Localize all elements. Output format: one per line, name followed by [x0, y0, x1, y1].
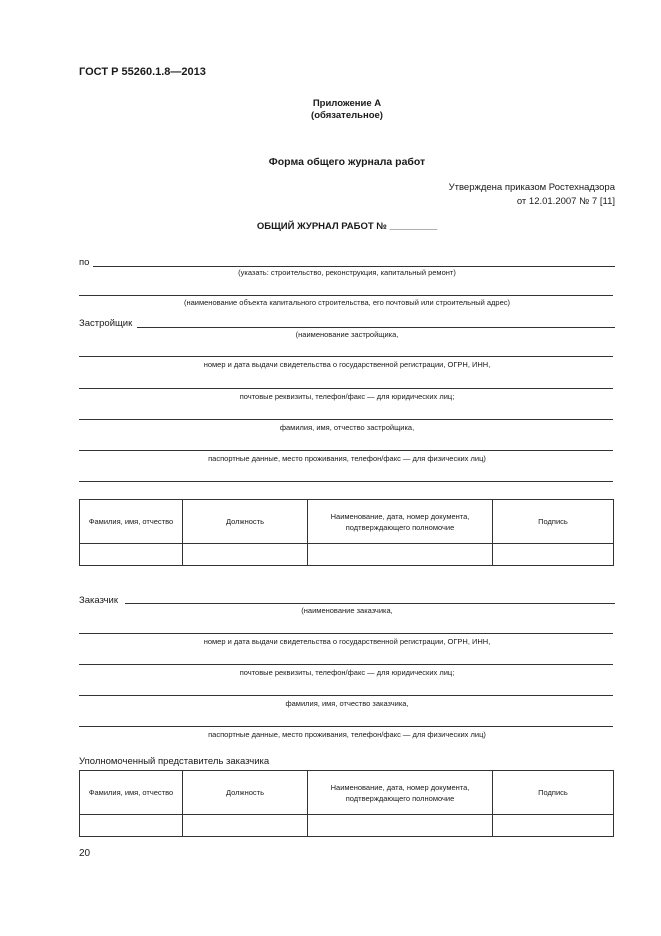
approval-note [449, 181, 615, 209]
construction-hint: (указать: строительство, реконструкция, капитальный ремонт) [238, 268, 456, 277]
developer-line-2[interactable] [79, 356, 613, 357]
construction-line[interactable] [93, 266, 615, 267]
cell-full-name[interactable] [80, 544, 183, 566]
col-signature: Подпись [493, 500, 614, 544]
customer-label: Заказчик [79, 595, 119, 606]
customer-hint-5: паспортные данные, место проживания, телефон/факс — для физических лиц) [208, 730, 486, 739]
customer-line-5[interactable] [79, 726, 613, 727]
object-line[interactable] [79, 295, 613, 296]
customer-line-4[interactable] [79, 695, 613, 696]
cell-authority-document[interactable] [308, 544, 493, 566]
developer-hint-1: (наименование застройщика, [295, 330, 399, 339]
developer-hint-2: номер и дата выдачи свидетельства о государственной регистрации, ОГРН, ИНН, [203, 360, 491, 369]
cell-position[interactable] [183, 815, 308, 837]
col-full-name: Фамилия, имя, отчество [80, 500, 183, 544]
developer-line[interactable] [137, 327, 615, 328]
customer-hint-4: фамилия, имя, отчество заказчика, [285, 699, 409, 708]
table-row [80, 544, 614, 566]
approval-line-1: Утверждена приказом Ростехнадзора [448, 182, 615, 193]
cell-authority-document[interactable] [308, 815, 493, 837]
document-code: ГОСТ Р 55260.1.8—2013 [79, 66, 206, 78]
customer-hint-3: почтовые реквизиты, телефон/факс — для юридических лиц; [239, 668, 455, 677]
appendix-title: Приложение А [312, 98, 382, 109]
developer-hint-5: паспортные данные, место проживания, телефон/факс — для физических лиц) [208, 454, 486, 463]
developer-line-4[interactable] [79, 419, 613, 420]
developer-label: Застройщик [79, 318, 133, 329]
developer-hint-3: почтовые реквизиты, телефон/факс — для юридических лиц; [239, 392, 455, 401]
col-full-name: Фамилия, имя, отчество [80, 771, 183, 815]
appendix-heading [79, 98, 615, 122]
table-row [80, 815, 614, 837]
representative-signature-table [79, 770, 614, 837]
object-hint: (наименование объекта капитального строительства, его почтовый или строительный адрес) [183, 298, 511, 307]
col-authority-document: Наименование, дата, номер документа, подтверждающего полномочие [308, 771, 493, 815]
table-header-row [80, 500, 614, 544]
customer-line-2[interactable] [79, 633, 613, 634]
developer-signature-table [79, 499, 614, 566]
col-position: Должность [183, 500, 308, 544]
customer-line-3[interactable] [79, 664, 613, 665]
page-number: 20 [79, 848, 91, 859]
journal-title: ОБЩИЙ ЖУРНАЛ РАБОТ № _________ [256, 221, 438, 232]
appendix-status: (обязательное) [311, 110, 383, 121]
col-authority-document: Наименование, дата, номер документа, подтверждающего полномочие [308, 500, 493, 544]
developer-line-6[interactable] [79, 481, 613, 482]
cell-signature[interactable] [493, 815, 614, 837]
col-position: Должность [183, 771, 308, 815]
developer-line-3[interactable] [79, 388, 613, 389]
approval-line-2: от 12.01.2007 № 7 [11] [516, 196, 615, 207]
table-header-row [80, 771, 614, 815]
developer-hint-4: фамилия, имя, отчество застройщика, [279, 423, 415, 432]
cell-full-name[interactable] [80, 815, 183, 837]
representative-label: Уполномоченный представитель заказчика [79, 756, 270, 767]
developer-line-5[interactable] [79, 450, 613, 451]
construction-label: по [79, 257, 90, 268]
cell-position[interactable] [183, 544, 308, 566]
col-signature: Подпись [493, 771, 614, 815]
customer-hint-2: номер и дата выдачи свидетельства о государственной регистрации, ОГРН, ИНН, [203, 637, 491, 646]
cell-signature[interactable] [493, 544, 614, 566]
customer-line[interactable] [125, 603, 615, 604]
customer-hint-1: (наименование заказчика, [301, 606, 393, 615]
form-title: Форма общего журнала работ [268, 156, 426, 168]
